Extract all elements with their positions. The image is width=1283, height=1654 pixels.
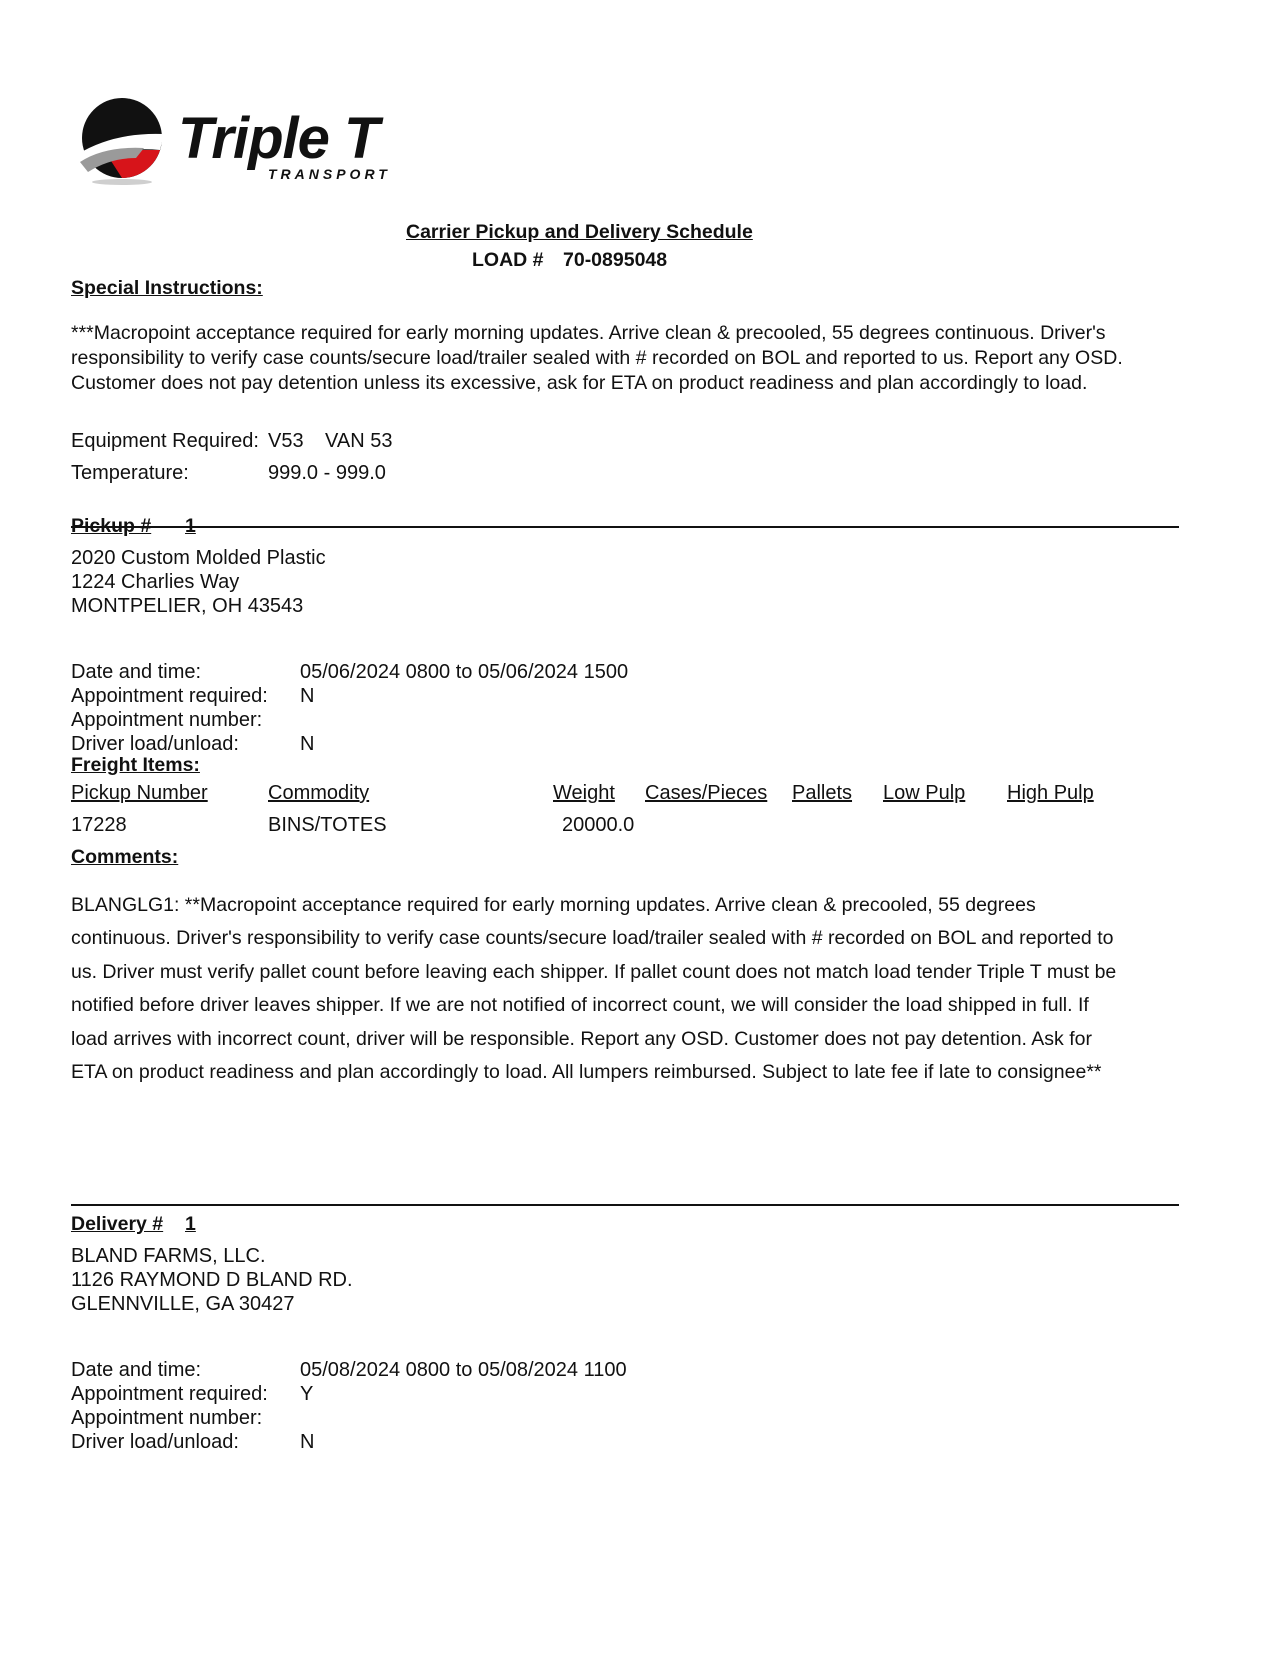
delivery-appointment-required-label: Appointment required: [71,1383,268,1405]
freight-items-heading: Freight Items: [71,754,200,776]
pickup-driver-load-label: Driver load/unload: [71,733,239,755]
delivery-heading: Delivery # [71,1213,164,1235]
column-header-pallets: Pallets [792,782,853,804]
logo-subtitle: TRANSPORT [268,166,391,182]
cell-pickup-number: 17228 [71,814,127,836]
pickup-date-value: 05/06/2024 0800 to 05/06/2024 1500 [300,661,629,683]
delivery-appointment-required-value: Y [300,1383,314,1405]
pickup-date-label: Date and time: [71,661,202,683]
document-title: Carrier Pickup and Delivery Schedule [406,221,753,243]
column-header-weight: Weight [553,782,615,804]
temperature-label: Temperature: [71,462,189,484]
pickup-appointment-required-label: Appointment required: [71,685,268,707]
pickup-address-line: 1224 Charlies Way [71,571,240,593]
section-divider [71,526,1179,528]
special-instructions-heading: Special Instructions: [71,277,263,299]
delivery-address-line: BLAND FARMS, LLC. [71,1245,266,1267]
pickup-number: 1 [185,515,196,537]
delivery-driver-load-value: N [300,1431,315,1453]
pickup-appointment-required-value: N [300,685,315,707]
equipment-code: V53 [268,430,304,452]
special-instructions-text: ***Macropoint acceptance required for early morning updates. Arrive clean & precooled, 55 degrees continuous. Driver's responsibility to verify case counts/secure load/trailer sealed with # recorded on BOL and reported to us. Report any OSD. Customer does not pay detention unless its excessive, ask for ETA on product readiness and plan accordingly to load. [71,322,1123,394]
delivery-address-line: 1126 RAYMOND D BLAND RD. [71,1269,353,1291]
delivery-number: 1 [185,1213,196,1235]
load-number: 70-0895048 [563,249,668,271]
column-header-pickup-number: Pickup Number [71,782,208,804]
logo-swoosh-icon [74,92,166,188]
delivery-driver-load-label: Driver load/unload: [71,1431,239,1453]
pickup-appointment-number-label: Appointment number: [71,709,263,731]
cell-commodity: BINS/TOTES [268,814,387,836]
temperature-value: 999.0 - 999.0 [268,462,386,484]
pickup-heading: Pickup # [71,515,152,537]
delivery-appointment-number-label: Appointment number: [71,1407,263,1429]
load-label: LOAD # [472,249,544,271]
section-divider [71,1204,1179,1206]
comments-heading: Comments: [71,846,179,868]
equipment-label: Equipment Required: [71,430,259,452]
column-header-high-pulp: High Pulp [1007,782,1094,804]
column-header-cases-pieces: Cases/Pieces [645,782,768,804]
delivery-date-value: 05/08/2024 0800 to 05/08/2024 1100 [300,1359,627,1381]
equipment-description: VAN 53 [325,430,393,452]
column-header-commodity: Commodity [268,782,370,804]
comments-text: BLANGLG1: **Macropoint acceptance required for early morning updates. Arrive clean & precooled, 55 degrees continuous. Driver's responsibility to verify case counts/secure load/trailer sealed with # recorded on BOL and reported to us. Driver must verify pallet count before leaving each shipper. If pallet count does not match load tender Triple T must be notified before driver leaves shipper. If we are not notified of incorrect count, we will consider the load shipped in full. If load arrives with incorrect count, driver will be responsible. Report any OSD. Customer does not pay detention. Ask for ETA on product readiness and plan accordingly to load. All lumpers reimbursed. Subject to late fee if late to consignee** [71,894,1117,1084]
pickup-address-line: MONTPELIER, OH 43543 [71,595,304,617]
cell-weight: 20000.0 [562,814,635,836]
delivery-date-label: Date and time: [71,1359,202,1381]
delivery-address-line: GLENNVILLE, GA 30427 [71,1293,295,1315]
pickup-address-line: 2020 Custom Molded Plastic [71,547,326,569]
logo-name: Triple T [178,106,379,171]
pickup-driver-load-value: N [300,733,315,755]
column-header-low-pulp: Low Pulp [883,782,966,804]
